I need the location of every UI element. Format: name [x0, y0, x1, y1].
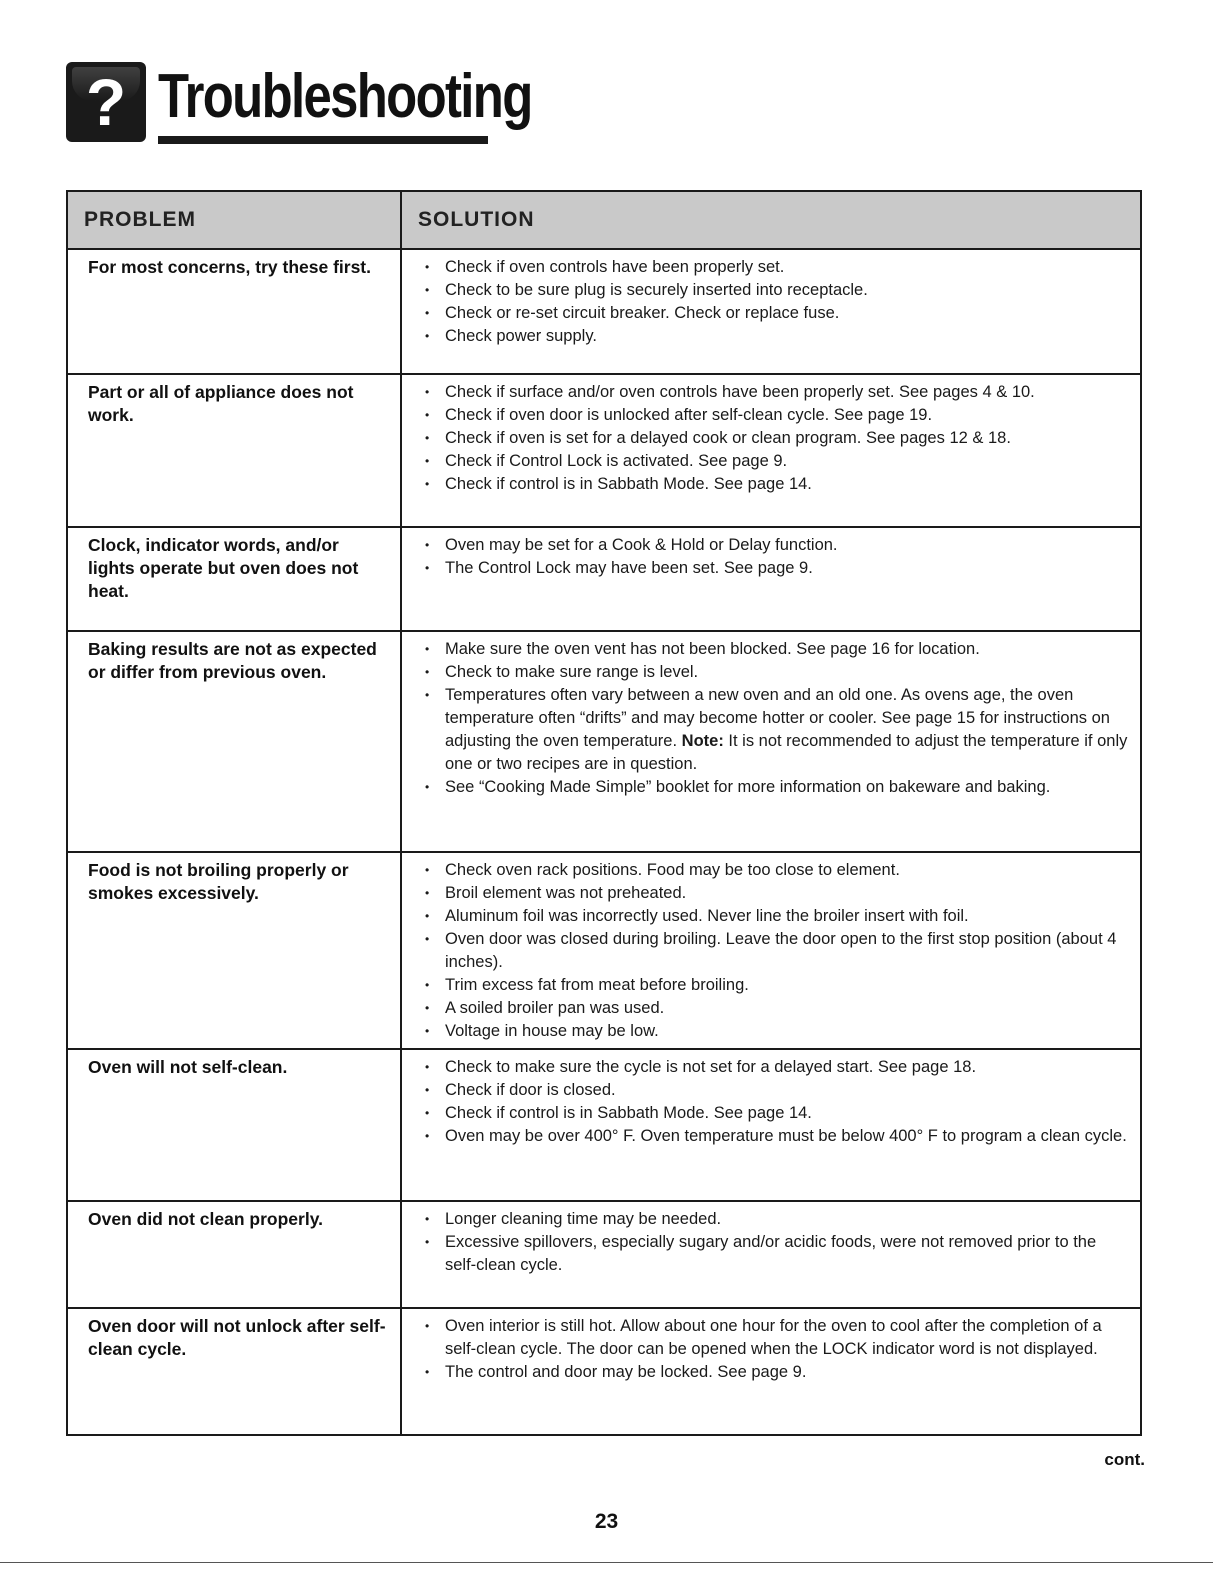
problem-column-header: PROBLEM — [68, 192, 402, 248]
solution-item: • Check or re-set circuit breaker. Check or replace fuse. — [422, 302, 1130, 325]
solution-item: • Voltage in house may be low. — [422, 1020, 1130, 1043]
table-row — [68, 1202, 1140, 1309]
solution-item: • The Control Lock may have been set. See page 9. — [422, 557, 1130, 580]
problem-text: Part or all of appliance does not work. — [68, 375, 402, 526]
solution-item: • The control and door may be locked. See page 9. — [422, 1361, 1130, 1384]
problem-text: Food is not broiling properly or smokes excessively. — [68, 853, 402, 1048]
solution-item: • Check if control is in Sabbath Mode. See page 14. — [422, 473, 1130, 496]
solution-item: • Broil element was not preheated. — [422, 882, 1130, 905]
solution-item: • Check if control is in Sabbath Mode. See page 14. — [422, 1102, 1130, 1125]
solution-item: • Check to make sure the cycle is not set for a delayed start. See page 18. — [422, 1056, 1130, 1079]
problem-text: Oven will not self-clean. — [68, 1050, 402, 1200]
solution-item: • Oven may be set for a Cook & Hold or Delay function. — [422, 534, 1130, 557]
solution-item: • Excessive spillovers, especially sugary and/or acidic foods, were not removed prior to the self-clean cycle. — [422, 1231, 1130, 1277]
continued-label: cont. — [1104, 1450, 1145, 1469]
solution-column-header: SOLUTION — [402, 192, 1140, 248]
solution-item: • Oven may be over 400° F. Oven temperature must be below 400° F to program a clean cycle. — [422, 1125, 1130, 1148]
title-underline — [158, 136, 488, 144]
solution-item: • A soiled broiler pan was used. — [422, 997, 1130, 1020]
problem-text: Oven door will not unlock after self-clean cycle. — [68, 1309, 402, 1434]
solution-item: • Temperatures often vary between a new oven and an old one. As ovens age, the oven temperature often “drifts” and may become hotter or cooler. See page 15 for instructions on adjusting the oven temperature. Note: It is not recommended to adjust the temperature if only one or two recipes are in question. — [422, 684, 1130, 776]
problem-text: Baking results are not as expected or differ from previous oven. — [68, 632, 402, 851]
table-row — [68, 1050, 1140, 1202]
page-title: Troubleshooting — [158, 62, 532, 131]
solution-item: • Trim excess fat from meat before broiling. — [422, 974, 1130, 997]
problem-text: Oven did not clean properly. — [68, 1202, 402, 1307]
solution-item: • Check if oven controls have been properly set. — [422, 256, 1130, 279]
troubleshooting-table — [66, 190, 1142, 1436]
problem-text: For most concerns, try these first. — [68, 250, 402, 373]
solution-item: • Check to make sure range is level. — [422, 661, 1130, 684]
table-row — [68, 853, 1140, 1050]
solution-item: • Check if oven door is unlocked after self-clean cycle. See page 19. — [422, 404, 1130, 427]
solution-item: • Check to be sure plug is securely inserted into receptacle. — [422, 279, 1130, 302]
table-row — [68, 1309, 1140, 1434]
note-label: Note: — [681, 732, 724, 750]
question-mark-icon: ? — [66, 62, 146, 142]
page-number: 23 — [594, 1510, 619, 1533]
bottom-divider — [0, 1562, 1213, 1563]
table-row — [68, 250, 1140, 375]
solution-item: • Check power supply. — [422, 325, 1130, 348]
solution-item: • Check if surface and/or oven controls have been properly set. See pages 4 & 10. — [422, 381, 1130, 404]
solution-item: • Oven interior is still hot. Allow about one hour for the oven to cool after the completion of a self-clean cycle. The door can be opened when the LOCK indicator word is not displayed. — [422, 1315, 1130, 1361]
solution-item: • Check if oven is set for a delayed cook or clean program. See pages 12 & 18. — [422, 427, 1130, 450]
solution-item: • Check oven rack positions. Food may be too close to element. — [422, 859, 1130, 882]
page-header — [66, 62, 614, 144]
solution-item: • Check if door is closed. — [422, 1079, 1130, 1102]
solution-item: • Check if Control Lock is activated. See page 9. — [422, 450, 1130, 473]
solution-item: • Aluminum foil was incorrectly used. Never line the broiler insert with foil. — [422, 905, 1130, 928]
problem-text: Clock, indicator words, and/or lights operate but oven does not heat. — [68, 528, 402, 630]
solution-item: • Make sure the oven vent has not been blocked. See page 16 for location. — [422, 638, 1130, 661]
table-header — [68, 192, 1140, 250]
table-row — [68, 632, 1140, 853]
table-row — [68, 528, 1140, 632]
solution-item: • Oven door was closed during broiling. Leave the door open to the first stop position (about 4 inches). — [422, 928, 1130, 974]
solution-item: • Longer cleaning time may be needed. — [422, 1208, 1130, 1231]
solution-item: • See “Cooking Made Simple” booklet for more information on bakeware and baking. — [422, 776, 1130, 799]
table-row — [68, 375, 1140, 528]
